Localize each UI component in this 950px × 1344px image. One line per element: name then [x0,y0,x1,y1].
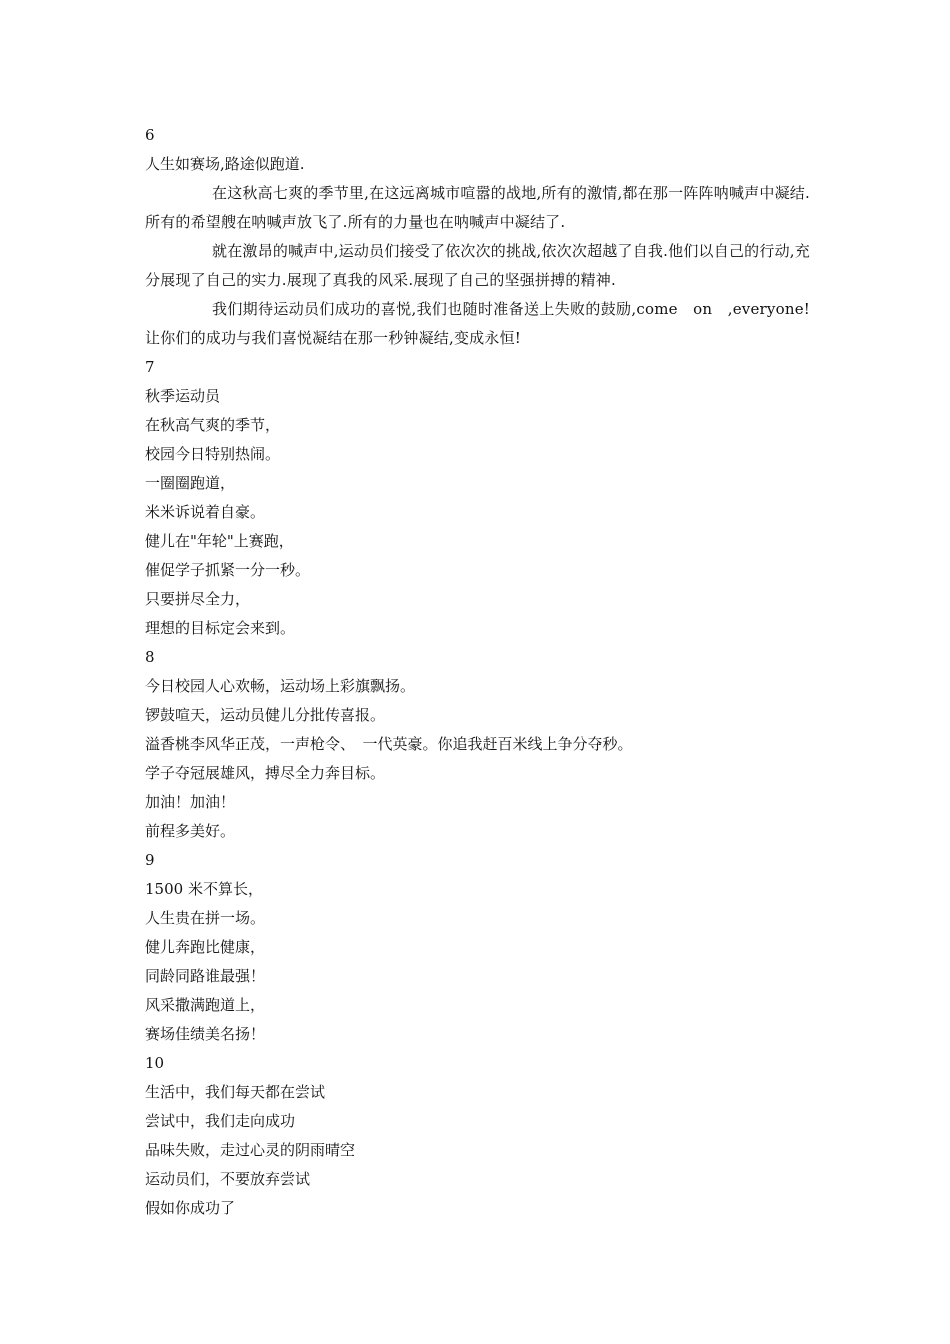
poem-line: 生活中，我们每天都在尝试 [145,1083,326,1101]
poem-line: 运动员们，不要放弃尝试 [145,1170,311,1188]
poem-line: 锣鼓喧天，运动员健儿分批传喜报。 [145,706,386,724]
poem-line: 溢香桃李风华正茂，一声枪令、 一代英豪。你追我赶百米线上争分夺秒。 [145,735,633,753]
poem-line: 一圈圈跑道， [145,474,236,492]
poem-line: 品味失败，走过心灵的阴雨晴空 [145,1141,356,1159]
poem-line: 前程多美好。 [145,822,236,840]
poem-line: 学子夺冠展雄风，搏尽全力奔目标。 [145,764,386,782]
section-6-paragraph-2: 就在激昂的喊声中,运动员们接受了依次次的挑战,依次次超越了自我.他们以自己的行动,充分展现了自己的实力.展现了真我的风采.展现了自己的坚强拼搏的精神. [145,242,810,289]
section-6-paragraph-3: 我们期待运动员们成功的喜悦,我们也随时准备送上失败的鼓励,come on ,everyone!让你们的成功与我们喜悦凝结在那一秒钟凝结,变成永恒! [145,300,810,347]
poem-line: 催促学子抓紧一分一秒。 [145,561,311,579]
poem-line: 在秋高气爽的季节， [145,416,281,434]
poem-line: 人生贵在拼一场。 [145,909,266,927]
poem-line: 尝试中，我们走向成功 [145,1112,296,1130]
section-6-title: 人生如赛场,路途似跑道. [145,155,305,173]
poem-line: 今日校园人心欢畅，运动场上彩旗飘扬。 [145,677,416,695]
poem-line: 风采撒满跑道上， [145,996,266,1014]
section-number-10: 10 [145,1054,165,1072]
poem-line: 理想的目标定会来到。 [145,619,296,637]
poem-line: 米米诉说着自豪。 [145,503,266,521]
section-number-7: 7 [145,358,155,376]
poem-line: 加油！加油！ [145,793,236,811]
poem-line: 同龄同路谁最强！ [145,967,266,985]
section-number-8: 8 [145,648,155,666]
poem-line: 秋季运动员 [145,387,221,405]
poem-line: 赛场佳绩美名扬！ [145,1025,266,1043]
section-number-9: 9 [145,851,155,869]
document-page [145,121,810,1223]
poem-line: 1500 米不算长， [145,880,263,898]
poem-line: 健儿奔跑比健康， [145,938,266,956]
section-number-6: 6 [145,126,155,144]
poem-line: 假如你成功了 [145,1199,236,1217]
section-6-paragraph-1: 在这秋高七爽的季节里,在这远离城市喧嚣的战地,所有的激情,都在那一阵阵呐喊声中凝结.所有的希望艘在呐喊声放飞了.所有的力量也在呐喊声中凝结了. [145,184,810,231]
poem-line: 校园今日特别热闹。 [145,445,281,463]
poem-line: 健儿在"年轮"上赛跑， [145,532,294,550]
poem-line: 只要拼尽全力， [145,590,251,608]
